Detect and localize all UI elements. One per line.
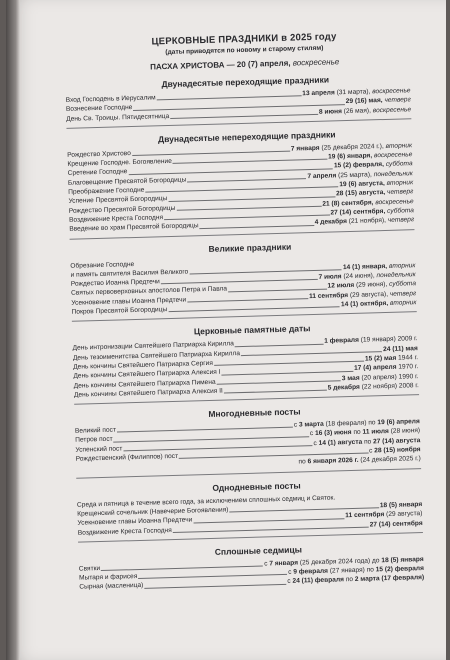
section-memorable-title: Церковные памятные даты	[193, 323, 311, 337]
list-item: Среда и пятница в течение всего года, за исключением сплошных седмиц и Святок.	[76, 494, 336, 509]
section-oneday-list	[77, 491, 423, 538]
fast-name: Воздвижение Креста Господня	[77, 526, 172, 537]
date-name: День кончины Святейшего Патриарха Пимена	[73, 378, 216, 390]
feast-date: 15 (2) февраля, суббота	[333, 160, 413, 170]
feast-date: 7 января (25 декабря 2024 г.), вторник	[290, 142, 413, 153]
fast-name: Успенский пост	[75, 445, 123, 454]
feast-name: Усекновение главы Иоанна Предтечи	[71, 296, 187, 307]
week-name: Святки	[78, 564, 101, 573]
date-value: 3 мая (20 апреля) 1990 г.	[341, 372, 419, 382]
feast-date: 29 (16) мая, четверг	[345, 96, 411, 106]
leader-line	[224, 390, 327, 394]
week-name: Мытаря и фарисея	[78, 573, 138, 582]
feast-name: Крещение Господне. Богоявление	[67, 158, 172, 169]
fast-period: с 14 (1) августа по 27 (14) августа	[313, 436, 421, 447]
section-fixed-list	[67, 141, 414, 234]
section-fasts-list	[75, 417, 421, 473]
date-name: День кончины Святейшего Патриарха Алексия I	[73, 368, 221, 380]
section-great-list	[70, 252, 416, 317]
list-item: Обрезание Господне	[70, 260, 135, 270]
feast-date: 27 (14) сентября, суббота	[330, 207, 415, 217]
date-value: 24 (11) мая	[383, 344, 418, 353]
feast-date: 8 июня (26 мая), воскресенье	[318, 105, 412, 116]
feast-name: Сретение Господне	[67, 168, 128, 178]
calendar-content	[24, 29, 439, 594]
feast-name: Вознесение Господне	[65, 104, 133, 114]
feast-name: День Св. Троицы. Пятидесятница	[66, 112, 170, 123]
leader-line	[170, 114, 318, 119]
fast-name: Великий пост	[74, 426, 117, 435]
fast-date: 27 (14) сентября	[369, 519, 423, 529]
section-moving-list	[66, 86, 412, 124]
feast-name: Святых первоверховных апостолов Петра и Павла	[71, 285, 228, 298]
feast-name: Преображение Господне	[68, 186, 145, 196]
feast-date: 21 (8) сентября, воскресенье	[322, 197, 414, 208]
fast-period: с 3 марта (18 февраля) по 19 (6) апреля	[293, 418, 420, 429]
feast-date: 19 (6) августа, вторник	[339, 179, 414, 189]
leader-line	[168, 307, 340, 313]
feast-name: Воздвижение Креста Господня	[68, 214, 164, 224]
section-oneday-title: Однодневные посты	[212, 480, 301, 493]
date-value: 1 февраля (19 января) 2009 г.	[324, 335, 418, 346]
leader-line	[200, 225, 314, 229]
fast-name: Крещенский сочельник (Навечерие Богоявления)	[77, 506, 229, 518]
feast-name: Введение во храм Пресвятой Богородицы	[69, 222, 199, 234]
feast-date: 12 июля (29 июня), суббота	[327, 280, 417, 291]
section-fixed-title: Двунадесятые непереходящие праздники	[157, 129, 336, 145]
feast-date: 11 сентября (29 августа), четверг	[308, 289, 417, 300]
fast-name: Усекновение главы Иоанна Предтечи	[77, 516, 193, 527]
easter-label: ПАСХА ХРИСТОВА — 20 (7) апреля,	[150, 58, 291, 72]
feast-name: и память святителя Василия Великого	[70, 268, 189, 279]
document-page	[6, 0, 446, 660]
feast-name: Покров Пресвятой Богородицы	[71, 306, 168, 316]
fast-period: с 16 (3) июня по 11 июля (28 июня)	[309, 427, 421, 438]
section-weeks-title: Сплошные седмицы	[214, 544, 303, 557]
feast-date: 7 июля (24 июня), понедельник	[318, 271, 416, 282]
week-period: с 24 (11) февраля по 2 марта (17 февраля)	[287, 574, 425, 586]
feast-name: Рождество Иоанна Предтечи	[70, 278, 160, 288]
page-subtitle: (даты приводятся по новому и старому стилям)	[165, 44, 324, 57]
date-name: День кончины Святейшего Патриарха Сергия	[73, 359, 213, 371]
page-title: ЦЕРКОВНЫЕ ПРАЗДНИКИ в 2025 году	[151, 31, 337, 48]
date-name: День кончины Святейшего Патриарха Алексия II	[73, 387, 223, 399]
fast-date: 11 сентября (29 августа)	[345, 510, 423, 520]
feast-name: Рождество Пресвятой Богородицы	[68, 204, 176, 215]
section-great-title: Великие праздники	[208, 241, 292, 254]
feast-date: 14 (1) января, вторник	[342, 262, 416, 272]
feast-date: 14 (1) октября, вторник	[340, 299, 417, 309]
feast-name: Успение Пресвятой Богородицы	[68, 195, 168, 206]
fast-name: Петров пост	[75, 436, 113, 445]
feast-name: Рождество Христово	[67, 149, 131, 159]
section-memorable-list	[73, 334, 419, 399]
leader-line	[173, 526, 369, 532]
fast-period-end: по 6 января 2026 г. (24 декабря 2025 г.)	[298, 455, 421, 466]
leader-line	[144, 584, 286, 589]
section-moving-title: Двунадесятые переходящие праздники	[161, 74, 330, 90]
fast-name: Рождественский (Филиппов) пост	[75, 452, 179, 463]
book-binding	[6, 0, 20, 660]
feast-name: Благовещение Пресвятой Богородицы	[67, 176, 187, 187]
easter-weekday: воскресенье	[292, 57, 340, 68]
feast-name: Вход Господень в Иерусалим	[65, 94, 156, 104]
fast-date: 18 (5) января	[379, 500, 423, 510]
section-fasts-title: Многодневные посты	[208, 406, 301, 420]
date-name: День интронизации Святейшего Патриарха Кирилла	[72, 340, 235, 353]
week-name: Сырная (масленица)	[79, 582, 144, 592]
easter-line	[65, 55, 425, 74]
date-value: 17 (4) апреля 1970 г.	[353, 363, 419, 373]
week-period: с 9 февраля (27 января) по 15 (2) февраля	[288, 565, 425, 576]
date-value: 15 (2) мая 1944 г.	[364, 354, 419, 363]
fast-period: с 28 (15) ноября	[369, 446, 421, 455]
section-weeks-list	[79, 555, 425, 593]
feast-date: 7 апреля (25 марта), понедельник	[307, 169, 413, 180]
feast-date: 4 декабря (21 ноября), четверг	[314, 216, 415, 227]
feast-date: 19 (6) января, воскресенье	[327, 151, 413, 161]
feast-date: 28 (15) августа, четверг	[336, 188, 414, 198]
feast-date: 13 апреля (31 марта), воскресенье	[302, 87, 411, 98]
date-name: День тезоименитства Святейшего Патриарха Кирилла	[72, 349, 241, 362]
date-value: 5 декабря (22 ноября) 2008 г.	[327, 381, 419, 392]
week-period: с 7 января (25 декабря 2024 года) до 18 (5) января	[264, 555, 424, 568]
